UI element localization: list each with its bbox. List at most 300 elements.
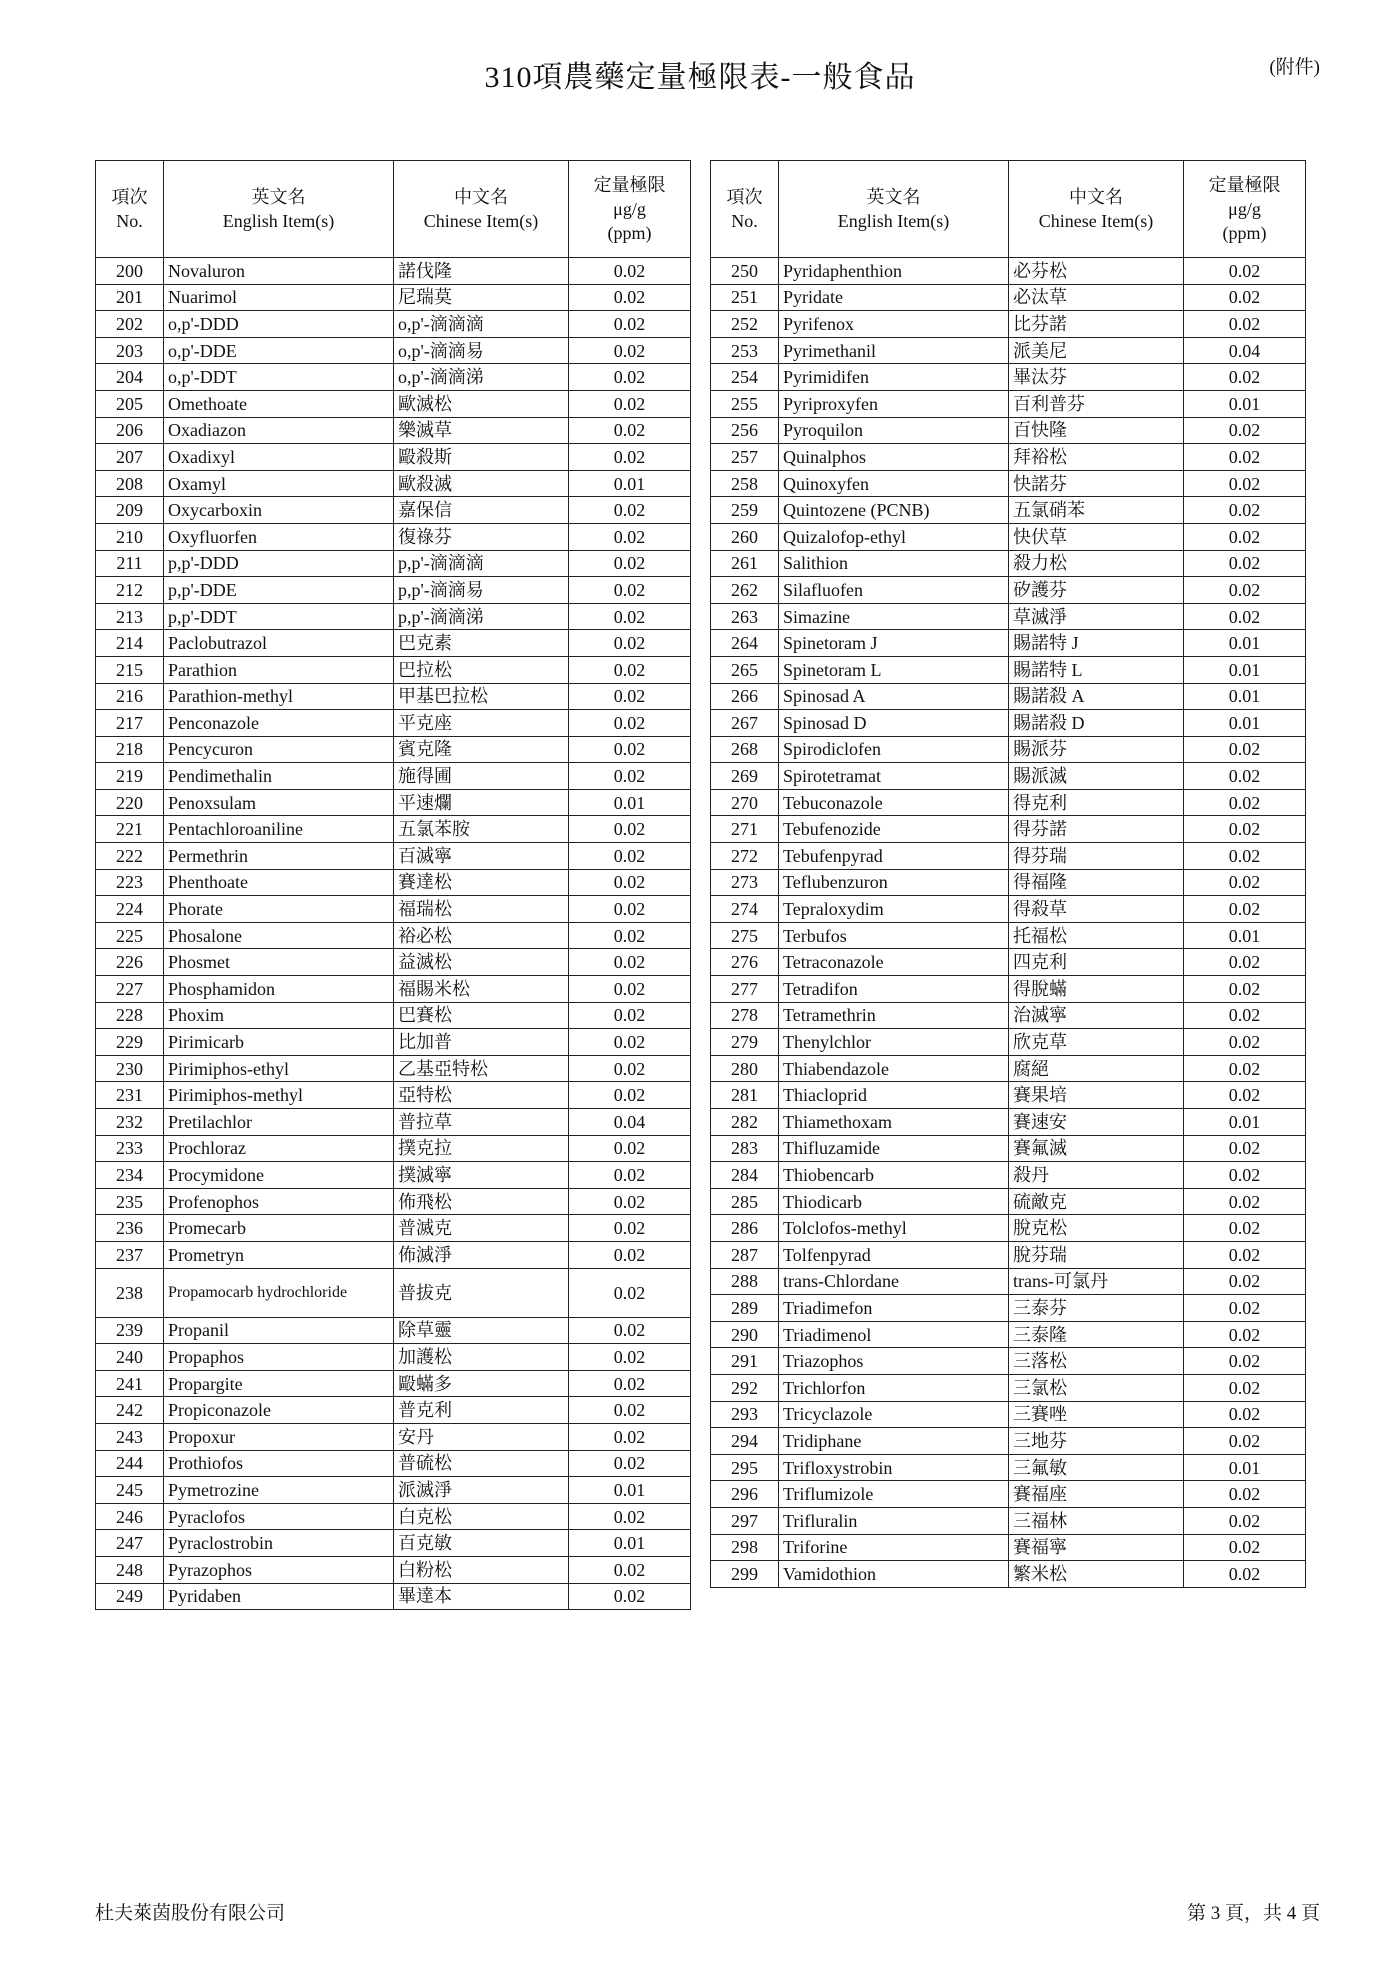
table-row — [96, 1370, 691, 1397]
english-name: Thiacloprid — [779, 1082, 1009, 1109]
english-name: Pyrimidifen — [779, 364, 1009, 391]
loq-value: 0.02 — [1184, 896, 1306, 923]
loq-value: 0.02 — [1184, 284, 1306, 311]
row-number: 265 — [711, 656, 779, 683]
loq-value: 0.02 — [569, 1503, 691, 1530]
row-number: 205 — [96, 390, 164, 417]
chinese-name: 撲滅寧 — [394, 1162, 569, 1189]
table-row — [711, 470, 1306, 497]
row-number: 299 — [711, 1561, 779, 1588]
row-number: 289 — [711, 1295, 779, 1322]
english-name: Spinosad D — [779, 710, 1009, 737]
chinese-name: 得芬瑞 — [1009, 843, 1184, 870]
table-row — [711, 311, 1306, 338]
english-name: Propaphos — [164, 1344, 394, 1371]
chinese-name: 四克利 — [1009, 949, 1184, 976]
row-number: 231 — [96, 1082, 164, 1109]
english-name: Spinosad A — [779, 683, 1009, 710]
table-row — [96, 1423, 691, 1450]
row-number: 285 — [711, 1188, 779, 1215]
row-number: 241 — [96, 1370, 164, 1397]
row-number: 253 — [711, 337, 779, 364]
english-name: Pymetrozine — [164, 1477, 394, 1504]
loq-value: 0.01 — [1184, 1454, 1306, 1481]
loq-value: 0.02 — [569, 311, 691, 338]
table-row — [711, 497, 1306, 524]
row-number: 263 — [711, 603, 779, 630]
table-row — [96, 1109, 691, 1136]
loq-value: 0.01 — [1184, 683, 1306, 710]
english-name: Pyridaben — [164, 1583, 394, 1610]
table-row — [711, 922, 1306, 949]
chinese-name: 百滅寧 — [394, 843, 569, 870]
table-row — [711, 364, 1306, 391]
row-number: 254 — [711, 364, 779, 391]
loq-value: 0.01 — [569, 1477, 691, 1504]
english-name: Thiamethoxam — [779, 1109, 1009, 1136]
english-name: Triazophos — [779, 1348, 1009, 1375]
chinese-name: 畢汰芬 — [1009, 364, 1184, 391]
chinese-name: 必芬松 — [1009, 258, 1184, 285]
row-number: 201 — [96, 284, 164, 311]
table-header-row — [96, 161, 691, 258]
header-loq: 定量極限 μg/g (ppm) — [569, 161, 691, 258]
chinese-name: 派美尼 — [1009, 337, 1184, 364]
row-number: 216 — [96, 683, 164, 710]
row-number: 228 — [96, 1002, 164, 1029]
row-number: 234 — [96, 1162, 164, 1189]
table-row — [96, 497, 691, 524]
chinese-name: o,p'-滴滴易 — [394, 337, 569, 364]
loq-value: 0.02 — [1184, 1321, 1306, 1348]
chinese-name: 嘉保信 — [394, 497, 569, 524]
loq-value: 0.02 — [569, 922, 691, 949]
table-row — [711, 1002, 1306, 1029]
table-row — [711, 1135, 1306, 1162]
row-number: 266 — [711, 683, 779, 710]
table-row — [96, 1344, 691, 1371]
chinese-name: 益滅松 — [394, 949, 569, 976]
table-row — [96, 444, 691, 471]
loq-value: 0.02 — [1184, 444, 1306, 471]
loq-value: 0.02 — [569, 1162, 691, 1189]
loq-value: 0.02 — [1184, 976, 1306, 1003]
loq-value: 0.02 — [1184, 843, 1306, 870]
table-row — [96, 577, 691, 604]
loq-value: 0.02 — [569, 869, 691, 896]
loq-value: 0.02 — [569, 816, 691, 843]
table-row — [711, 390, 1306, 417]
english-name: Tolclofos-methyl — [779, 1215, 1009, 1242]
row-number: 204 — [96, 364, 164, 391]
loq-value: 0.02 — [1184, 1241, 1306, 1268]
row-number: 226 — [96, 949, 164, 976]
row-number: 291 — [711, 1348, 779, 1375]
loq-value: 0.02 — [1184, 1507, 1306, 1534]
english-name: Tebufenozide — [779, 816, 1009, 843]
loq-value: 0.01 — [569, 789, 691, 816]
english-name: Oxadiazon — [164, 417, 394, 444]
english-name: p,p'-DDE — [164, 577, 394, 604]
table-row — [96, 1268, 691, 1317]
row-number: 244 — [96, 1450, 164, 1477]
loq-value: 0.02 — [1184, 258, 1306, 285]
chinese-name: 三氯松 — [1009, 1374, 1184, 1401]
header-english: 英文名 English Item(s) — [779, 161, 1009, 258]
table-row — [96, 470, 691, 497]
row-number: 230 — [96, 1055, 164, 1082]
chinese-name: 平克座 — [394, 710, 569, 737]
english-name: Pyrazophos — [164, 1556, 394, 1583]
table-row — [96, 603, 691, 630]
table-row — [711, 1428, 1306, 1455]
english-name: o,p'-DDT — [164, 364, 394, 391]
row-number: 217 — [96, 710, 164, 737]
table-row — [711, 1082, 1306, 1109]
english-name: o,p'-DDE — [164, 337, 394, 364]
chinese-name: 畢達本 — [394, 1583, 569, 1610]
loq-value: 0.02 — [569, 1188, 691, 1215]
english-name: Pendimethalin — [164, 763, 394, 790]
loq-value: 0.02 — [1184, 417, 1306, 444]
row-number: 288 — [711, 1268, 779, 1295]
loq-value: 0.02 — [1184, 550, 1306, 577]
english-name: Propargite — [164, 1370, 394, 1397]
loq-value: 0.02 — [1184, 1401, 1306, 1428]
table-row — [96, 1317, 691, 1344]
english-name: Thiabendazole — [779, 1055, 1009, 1082]
loq-value: 0.02 — [1184, 577, 1306, 604]
chinese-name: 拜裕松 — [1009, 444, 1184, 471]
table-row — [711, 896, 1306, 923]
row-number: 268 — [711, 736, 779, 763]
row-number: 260 — [711, 523, 779, 550]
chinese-name: 比芬諾 — [1009, 311, 1184, 338]
table-row — [711, 1055, 1306, 1082]
chinese-name: 除草靈 — [394, 1317, 569, 1344]
chinese-name: 歐殺滅 — [394, 470, 569, 497]
page-number: 第 3 頁，共 4 頁 — [1186, 1903, 1320, 1924]
table-row — [711, 763, 1306, 790]
chinese-name: 毆蟎多 — [394, 1370, 569, 1397]
english-name: Oxycarboxin — [164, 497, 394, 524]
table-header-row — [711, 161, 1306, 258]
table-row — [711, 1162, 1306, 1189]
table-row — [96, 683, 691, 710]
chinese-name: 裕必松 — [394, 922, 569, 949]
chinese-name: 賽速安 — [1009, 1109, 1184, 1136]
english-name: Quinoxyfen — [779, 470, 1009, 497]
loq-value: 0.02 — [569, 550, 691, 577]
chinese-name: 派滅淨 — [394, 1477, 569, 1504]
chinese-name: 賽果培 — [1009, 1082, 1184, 1109]
table-row — [711, 444, 1306, 471]
row-number: 271 — [711, 816, 779, 843]
row-number: 243 — [96, 1423, 164, 1450]
row-number: 258 — [711, 470, 779, 497]
row-number: 203 — [96, 337, 164, 364]
chinese-name: 殺力松 — [1009, 550, 1184, 577]
loq-value: 0.02 — [569, 497, 691, 524]
loq-value: 0.02 — [569, 1423, 691, 1450]
loq-value: 0.02 — [1184, 949, 1306, 976]
loq-value: 0.02 — [569, 763, 691, 790]
table-row — [711, 603, 1306, 630]
table-row — [711, 577, 1306, 604]
chinese-name: 百快隆 — [1009, 417, 1184, 444]
chinese-name: 甲基巴拉松 — [394, 683, 569, 710]
loq-value: 0.02 — [1184, 736, 1306, 763]
chinese-name: 三氟敏 — [1009, 1454, 1184, 1481]
table-row — [96, 630, 691, 657]
loq-value: 0.01 — [1184, 1109, 1306, 1136]
english-name: Propanil — [164, 1317, 394, 1344]
chinese-name: 撲克拉 — [394, 1135, 569, 1162]
loq-value: 0.02 — [569, 258, 691, 285]
table-row — [711, 550, 1306, 577]
english-name: Parathion — [164, 656, 394, 683]
table-row — [711, 337, 1306, 364]
chinese-name: 佈飛松 — [394, 1188, 569, 1215]
row-number: 225 — [96, 922, 164, 949]
loq-value: 0.02 — [569, 364, 691, 391]
table-row — [711, 949, 1306, 976]
english-name: Pyrimethanil — [779, 337, 1009, 364]
table-row — [96, 1002, 691, 1029]
header-chinese: 中文名 Chinese Item(s) — [394, 161, 569, 258]
loq-value: 0.02 — [1184, 1534, 1306, 1561]
english-name: Tebufenpyrad — [779, 843, 1009, 870]
english-name: Propoxur — [164, 1423, 394, 1450]
row-number: 211 — [96, 550, 164, 577]
chinese-name: 普拉草 — [394, 1109, 569, 1136]
english-name: Phenthoate — [164, 869, 394, 896]
row-number: 242 — [96, 1397, 164, 1424]
row-number: 229 — [96, 1029, 164, 1056]
chinese-name: 賜諾特 L — [1009, 656, 1184, 683]
table-row — [96, 1215, 691, 1242]
loq-value: 0.01 — [569, 1530, 691, 1557]
row-number: 270 — [711, 789, 779, 816]
english-name: Tricyclazole — [779, 1401, 1009, 1428]
loq-value: 0.02 — [569, 1317, 691, 1344]
chinese-name: o,p'-滴滴涕 — [394, 364, 569, 391]
chinese-name: 樂滅草 — [394, 417, 569, 444]
loq-value: 0.01 — [1184, 922, 1306, 949]
table-row — [711, 417, 1306, 444]
loq-value: 0.02 — [569, 736, 691, 763]
header-loq: 定量極限 μg/g (ppm) — [1184, 161, 1306, 258]
english-name: Spirodiclofen — [779, 736, 1009, 763]
loq-value: 0.02 — [1184, 789, 1306, 816]
chinese-name: 佈滅淨 — [394, 1241, 569, 1268]
chinese-name: 脫芬瑞 — [1009, 1241, 1184, 1268]
english-name: Triadimefon — [779, 1295, 1009, 1322]
row-number: 237 — [96, 1241, 164, 1268]
table-row — [711, 710, 1306, 737]
english-name: Triflumizole — [779, 1481, 1009, 1508]
english-name: Prochloraz — [164, 1135, 394, 1162]
loq-value: 0.02 — [569, 683, 691, 710]
table-row — [96, 364, 691, 391]
chinese-name: 巴克素 — [394, 630, 569, 657]
english-name: Spirotetramat — [779, 763, 1009, 790]
table-row — [96, 1503, 691, 1530]
chinese-name: 尼瑞莫 — [394, 284, 569, 311]
table-row — [711, 630, 1306, 657]
chinese-name: 脫克松 — [1009, 1215, 1184, 1242]
english-name: Terbufos — [779, 922, 1009, 949]
chinese-name: 三泰芬 — [1009, 1295, 1184, 1322]
row-number: 221 — [96, 816, 164, 843]
row-number: 248 — [96, 1556, 164, 1583]
pesticide-table-right — [710, 160, 1306, 1588]
row-number: 223 — [96, 869, 164, 896]
loq-value: 0.02 — [1184, 603, 1306, 630]
chinese-name: 白克松 — [394, 1503, 569, 1530]
loq-value: 0.02 — [569, 710, 691, 737]
loq-value: 0.02 — [569, 1215, 691, 1242]
chinese-name: p,p'-滴滴涕 — [394, 603, 569, 630]
english-name: Pentachloroaniline — [164, 816, 394, 843]
row-number: 284 — [711, 1162, 779, 1189]
english-name: Spinetoram L — [779, 656, 1009, 683]
english-name: Pyridate — [779, 284, 1009, 311]
loq-value: 0.02 — [569, 1029, 691, 1056]
loq-value: 0.01 — [1184, 390, 1306, 417]
english-name: Oxamyl — [164, 470, 394, 497]
table-row — [96, 869, 691, 896]
english-name: Oxadixyl — [164, 444, 394, 471]
chinese-name: 得殺草 — [1009, 896, 1184, 923]
english-name: Paclobutrazol — [164, 630, 394, 657]
loq-value: 0.02 — [569, 976, 691, 1003]
english-name: Penoxsulam — [164, 789, 394, 816]
row-number: 277 — [711, 976, 779, 1003]
row-number: 282 — [711, 1109, 779, 1136]
loq-value: 0.02 — [569, 949, 691, 976]
english-name: Spinetoram J — [779, 630, 1009, 657]
loq-value: 0.02 — [569, 1370, 691, 1397]
english-name: Procymidone — [164, 1162, 394, 1189]
row-number: 256 — [711, 417, 779, 444]
english-name: Tetramethrin — [779, 1002, 1009, 1029]
row-number: 279 — [711, 1029, 779, 1056]
row-number: 233 — [96, 1135, 164, 1162]
english-name: Pyrifenox — [779, 311, 1009, 338]
english-name: Trifloxystrobin — [779, 1454, 1009, 1481]
table-row — [711, 258, 1306, 285]
chinese-name: 欣克草 — [1009, 1029, 1184, 1056]
table-row — [96, 1188, 691, 1215]
row-number: 219 — [96, 763, 164, 790]
english-name: Triforine — [779, 1534, 1009, 1561]
loq-value: 0.02 — [1184, 816, 1306, 843]
loq-value: 0.02 — [569, 1397, 691, 1424]
row-number: 261 — [711, 550, 779, 577]
chinese-name: 福賜米松 — [394, 976, 569, 1003]
row-number: 267 — [711, 710, 779, 737]
english-name: Tetradifon — [779, 976, 1009, 1003]
table-row — [96, 1477, 691, 1504]
chinese-name: 加護松 — [394, 1344, 569, 1371]
pesticide-table-left — [95, 160, 691, 1610]
table-row — [711, 1348, 1306, 1375]
table-row — [96, 523, 691, 550]
loq-value: 0.02 — [1184, 1428, 1306, 1455]
table-row — [96, 1162, 691, 1189]
row-number: 280 — [711, 1055, 779, 1082]
english-name: o,p'-DDD — [164, 311, 394, 338]
table-row — [711, 1401, 1306, 1428]
chinese-name: 殺丹 — [1009, 1162, 1184, 1189]
row-number: 232 — [96, 1109, 164, 1136]
english-name: Thiobencarb — [779, 1162, 1009, 1189]
row-number: 292 — [711, 1374, 779, 1401]
loq-value: 0.02 — [1184, 1215, 1306, 1242]
english-name: Silafluofen — [779, 577, 1009, 604]
row-number: 250 — [711, 258, 779, 285]
chinese-name: 賜派滅 — [1009, 763, 1184, 790]
english-name: p,p'-DDT — [164, 603, 394, 630]
table-row — [96, 1397, 691, 1424]
attachment-label: (附件) — [1269, 57, 1320, 78]
english-name: Tridiphane — [779, 1428, 1009, 1455]
table-row — [96, 1450, 691, 1477]
english-name: Pirimiphos-ethyl — [164, 1055, 394, 1082]
chinese-name: 普克利 — [394, 1397, 569, 1424]
table-row — [711, 1507, 1306, 1534]
row-number: 298 — [711, 1534, 779, 1561]
row-number: 222 — [96, 843, 164, 870]
table-row — [711, 736, 1306, 763]
table-row — [711, 1481, 1306, 1508]
english-name: Oxyfluorfen — [164, 523, 394, 550]
chinese-name: 腐絕 — [1009, 1055, 1184, 1082]
row-number: 297 — [711, 1507, 779, 1534]
loq-value: 0.02 — [569, 603, 691, 630]
english-name: Triadimenol — [779, 1321, 1009, 1348]
loq-value: 0.02 — [1184, 523, 1306, 550]
row-number: 262 — [711, 577, 779, 604]
header-no: 項次 No. — [96, 161, 164, 258]
row-number: 215 — [96, 656, 164, 683]
english-name: Salithion — [779, 550, 1009, 577]
loq-value: 0.02 — [569, 1082, 691, 1109]
table-row — [96, 1241, 691, 1268]
row-number: 296 — [711, 1481, 779, 1508]
english-name: Phosalone — [164, 922, 394, 949]
table-row — [96, 816, 691, 843]
loq-value: 0.02 — [569, 577, 691, 604]
english-name: trans-Chlordane — [779, 1268, 1009, 1295]
chinese-name: 百克敏 — [394, 1530, 569, 1557]
loq-value: 0.02 — [569, 1135, 691, 1162]
loq-value: 0.04 — [1184, 337, 1306, 364]
table-row — [96, 284, 691, 311]
row-number: 227 — [96, 976, 164, 1003]
loq-value: 0.02 — [1184, 1188, 1306, 1215]
table-row — [96, 417, 691, 444]
english-name: Phosphamidon — [164, 976, 394, 1003]
chinese-name: 毆殺斯 — [394, 444, 569, 471]
english-name: Pirimiphos-methyl — [164, 1082, 394, 1109]
english-name: Propiconazole — [164, 1397, 394, 1424]
table-row — [711, 1295, 1306, 1322]
chinese-name: 安丹 — [394, 1423, 569, 1450]
loq-value: 0.02 — [569, 390, 691, 417]
chinese-name: trans-可氯丹 — [1009, 1268, 1184, 1295]
